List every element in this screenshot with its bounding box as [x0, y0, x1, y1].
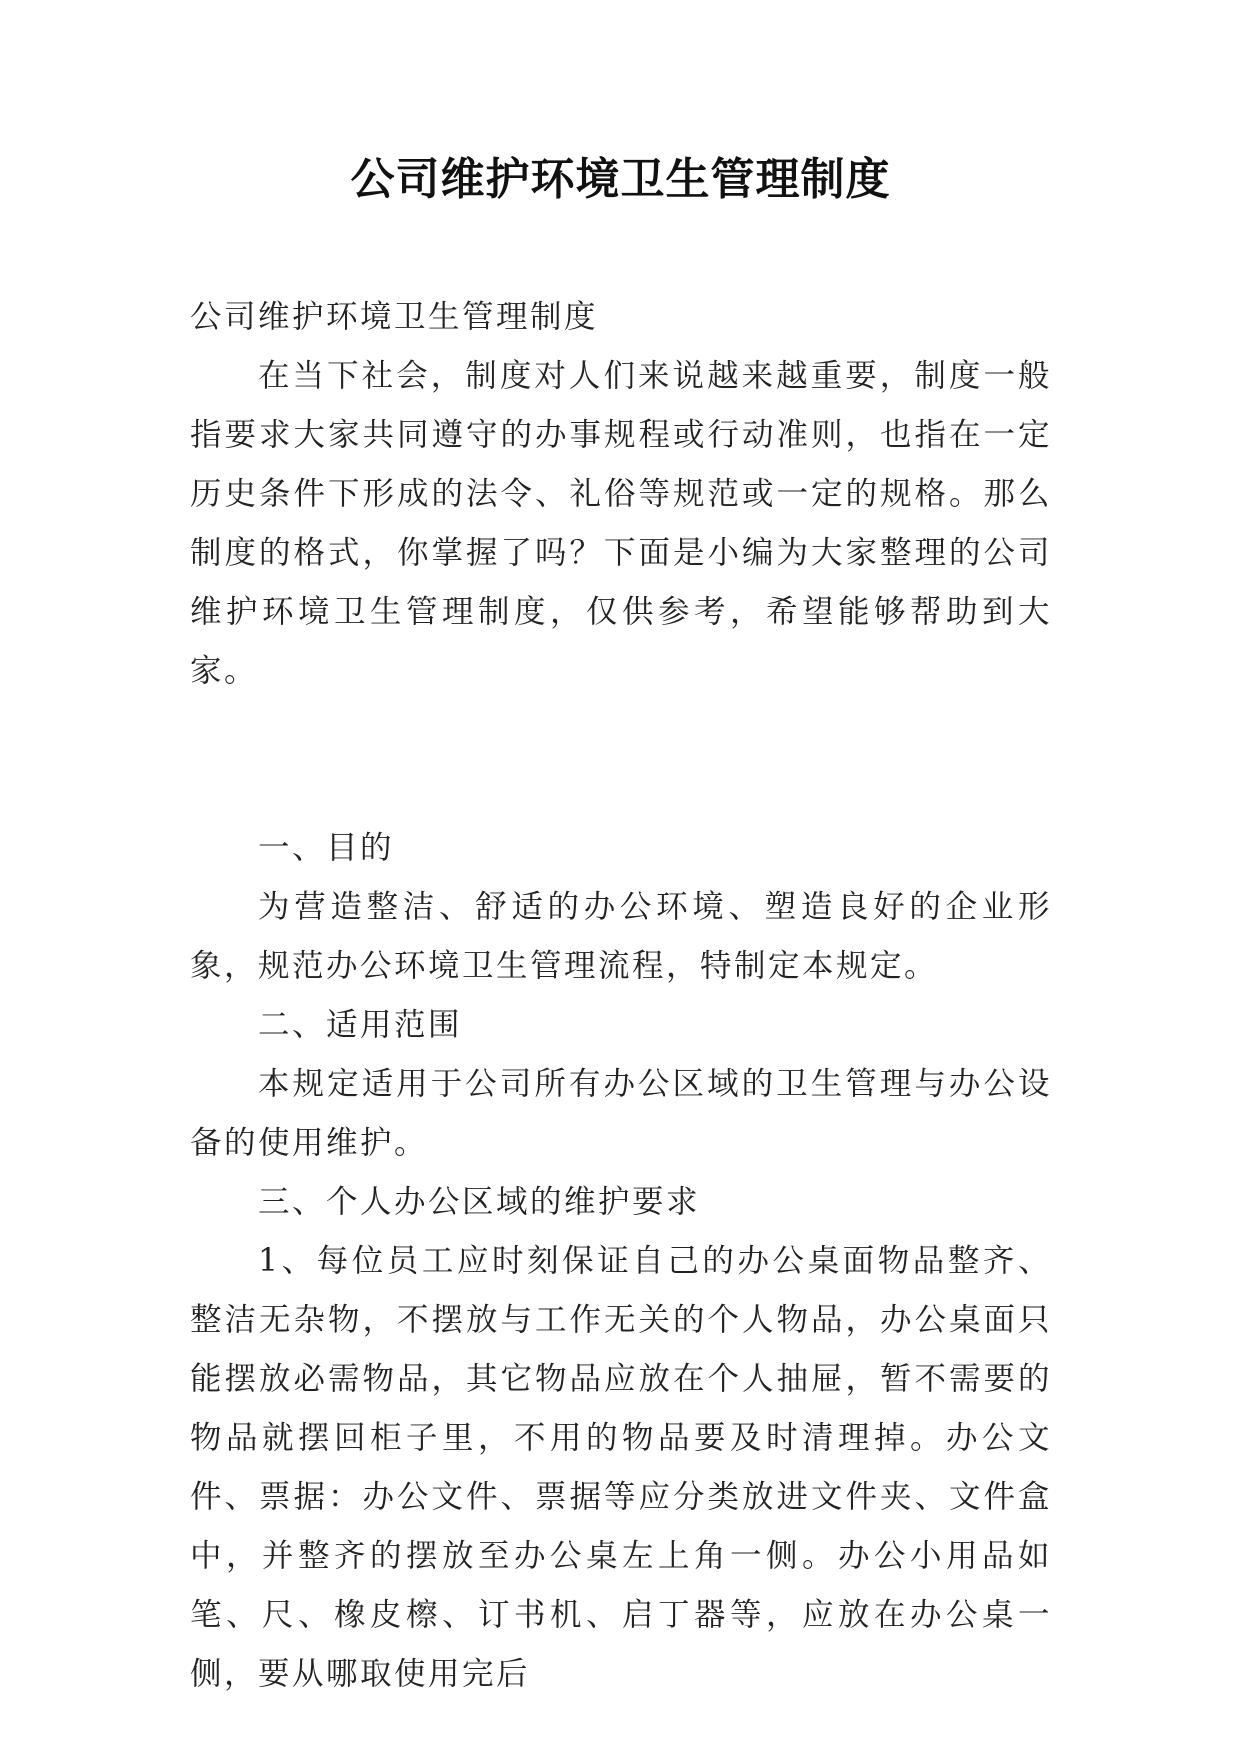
section-paragraph-scope: 本规定适用于公司所有办公区域的卫生管理与办公设备的使用维护。	[190, 1066, 1052, 1161]
section-paragraph-personal-area: 1、每位员工应时刻保证自己的办公桌面物品整齐、整洁无杂物，不摆放与工作无关的个人物品，办公桌面只能摆放必需物品，其它物品应放在个人抽屉，暂不需要的物品就摆回柜子里，不用的物品要及时清理掉。办公文件、票据：办公文件、票据等应分类放进文件夹、文件盒中，并整齐的摆放至办公桌左上角一侧。办公小用品如笔、尺、橡皮檫、订书机、启丁器等，应放在办公桌一侧，要从哪取使用完后	[190, 1243, 1052, 1692]
intro-paragraph: 在当下社会，制度对人们来说越来越重要，制度一般指要求大家共同遵守的办事规程或行动准则，也指在一定历史条件下形成的法令、礼俗等规范或一定的规格。那么制度的格式，你掌握了吗？下面是小编为大家整理的公司维护环境卫生管理制度，仅供参考，希望能够帮助到大家。	[190, 358, 1052, 689]
document-body	[190, 288, 1052, 1704]
section-heading-personal-area: 三、个人办公区域的维护要求	[258, 1184, 701, 1220]
section-heading-scope: 二、适用范围	[258, 1007, 463, 1043]
section-paragraph-purpose: 为营造整洁、舒适的办公环境、塑造良好的企业形象，规范办公环境卫生管理流程，特制定本规定。	[190, 889, 1052, 984]
document-subtitle: 公司维护环境卫生管理制度	[190, 299, 599, 335]
section-heading-purpose: 一、目的	[258, 830, 395, 866]
document-title: 公司维护环境卫生管理制度	[350, 154, 891, 205]
section-spacer	[190, 701, 1052, 819]
